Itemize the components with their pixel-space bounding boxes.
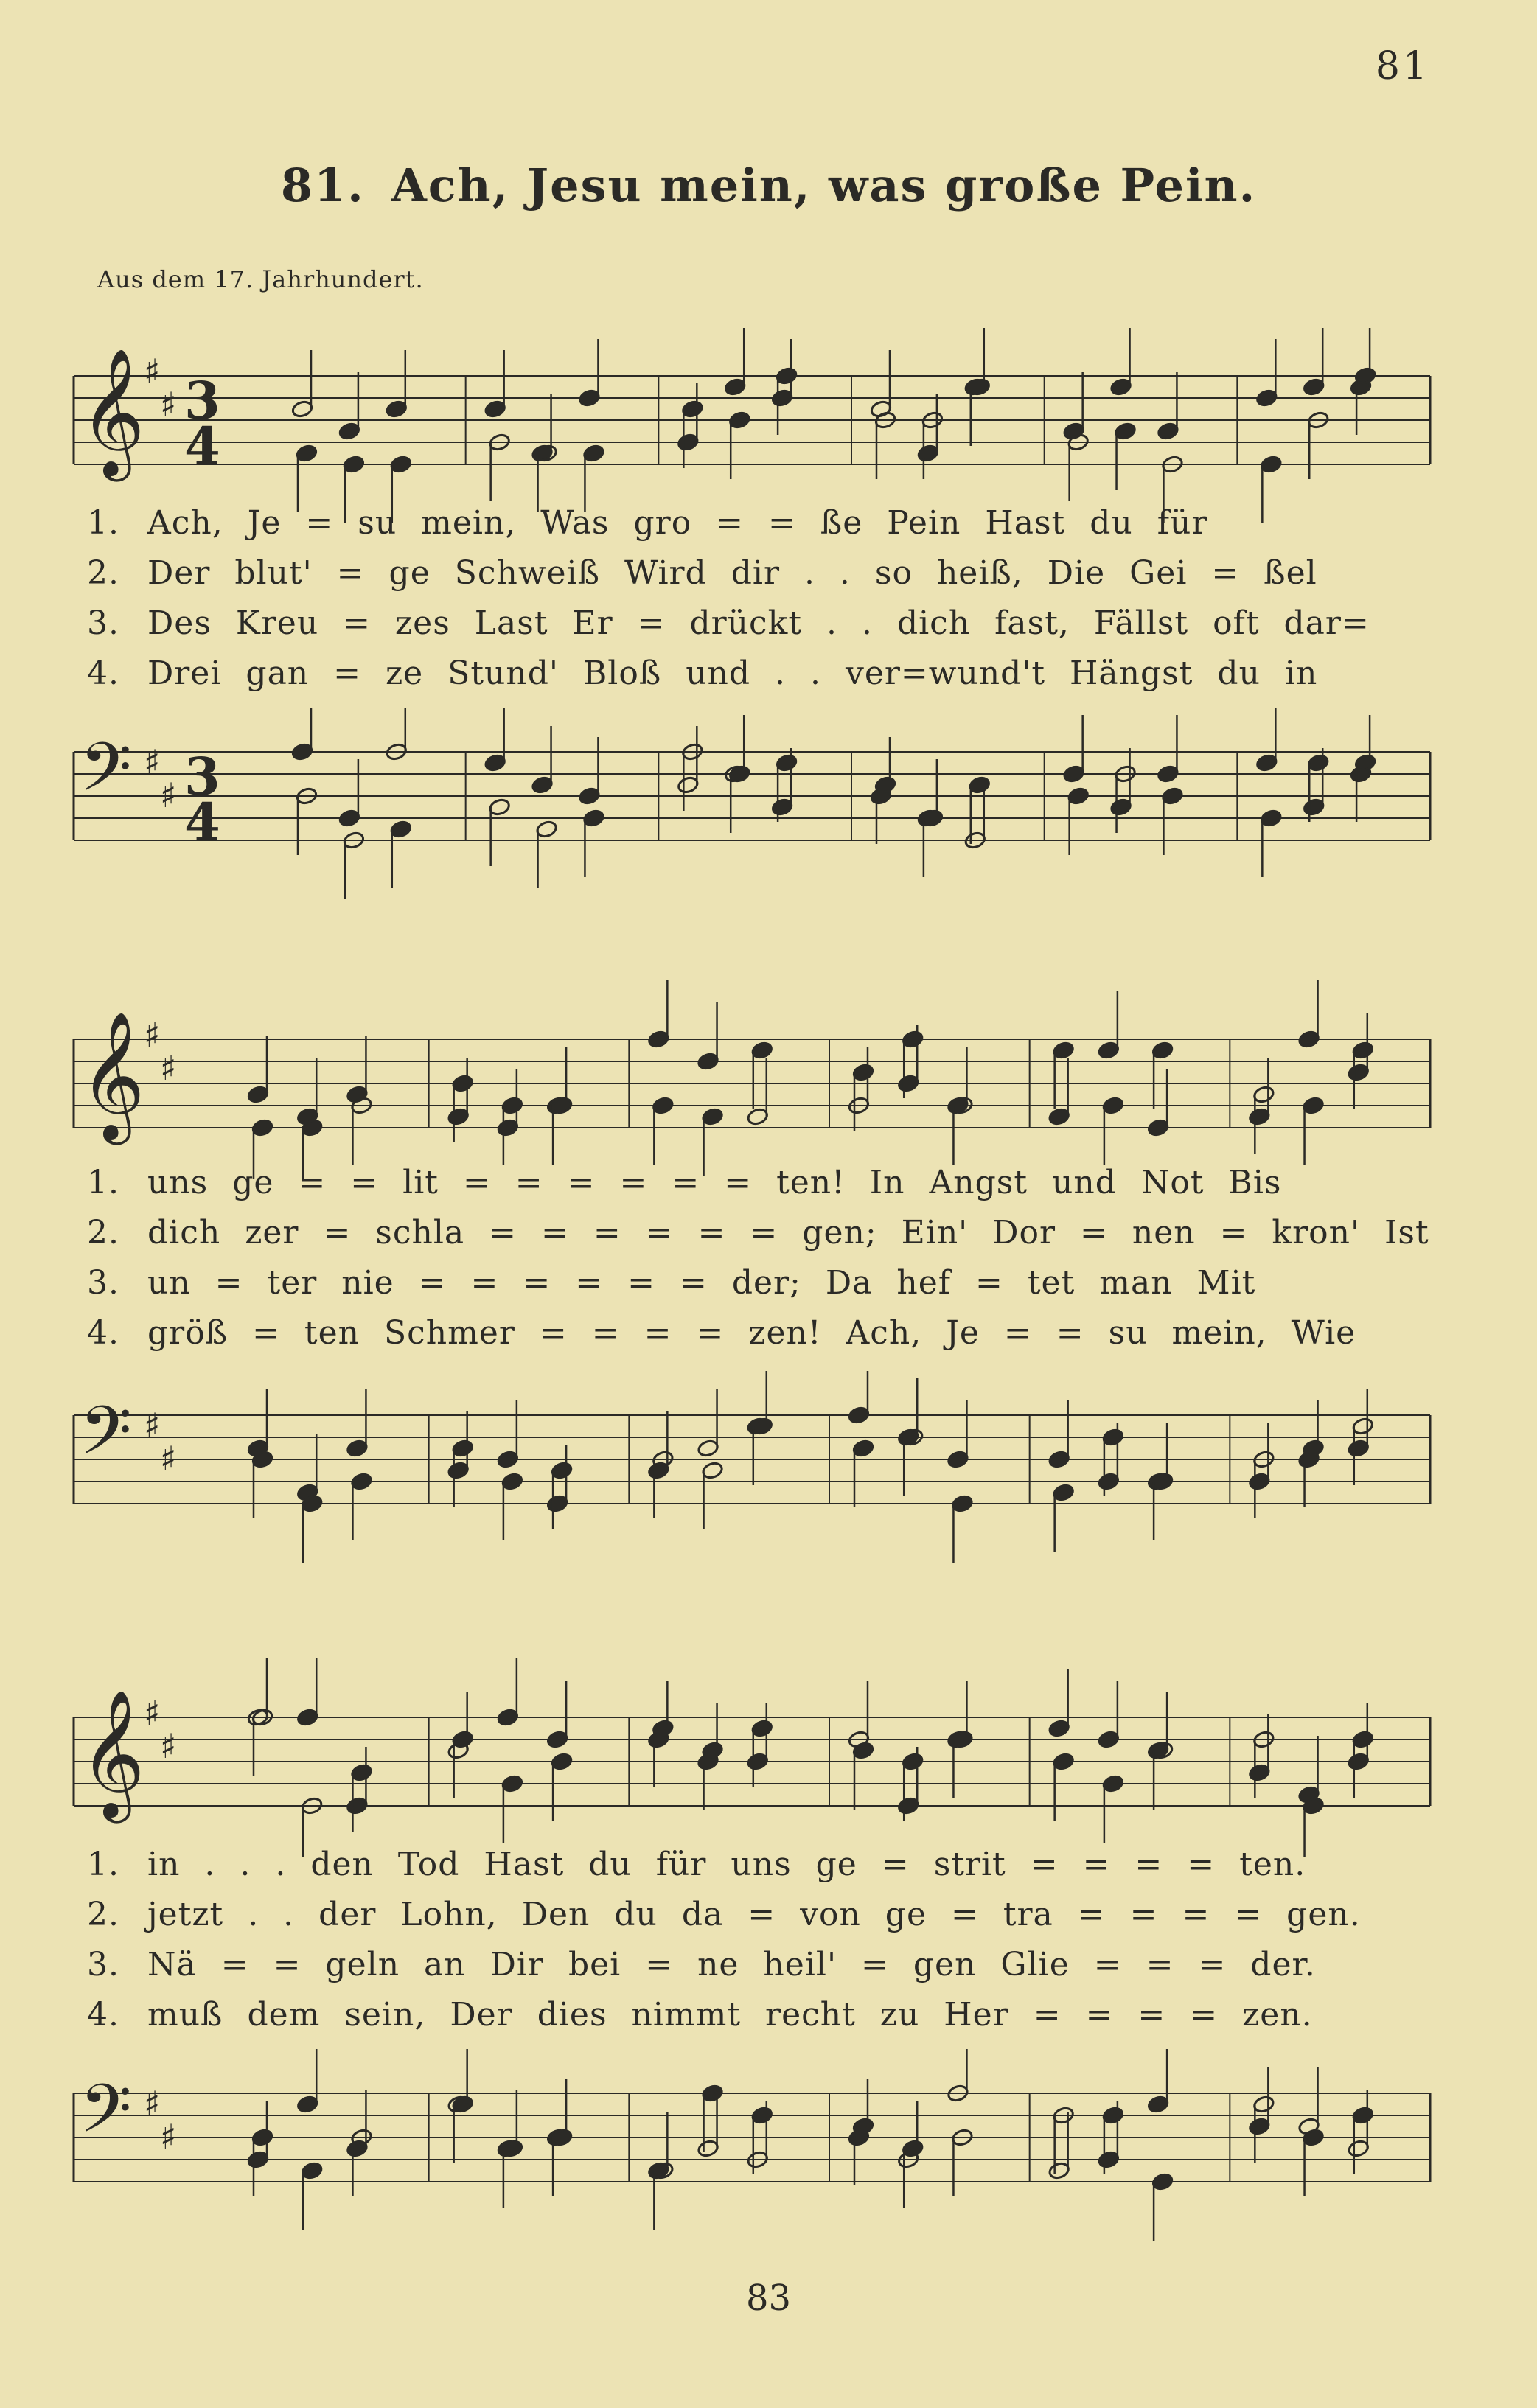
note-head bbox=[647, 1030, 670, 1049]
note-head bbox=[1052, 1041, 1075, 1060]
lyric-verse-2 bbox=[52, 1889, 1437, 1939]
note-head bbox=[1098, 1472, 1120, 1491]
note-head bbox=[1151, 2172, 1174, 2191]
note-head bbox=[1114, 422, 1137, 441]
note-head bbox=[701, 1461, 724, 1480]
hymn-number: 81. bbox=[280, 158, 365, 212]
note-head bbox=[389, 455, 412, 474]
note-head bbox=[1147, 1118, 1170, 1137]
note-head bbox=[697, 1439, 719, 1458]
bass-staff-1 bbox=[52, 708, 1437, 899]
note-head bbox=[852, 1063, 875, 1082]
lyrics-block-1 bbox=[52, 498, 1437, 698]
note-head bbox=[1303, 798, 1325, 817]
verse-number: 1. bbox=[87, 1163, 119, 1201]
note-head bbox=[291, 399, 314, 419]
note-head bbox=[771, 798, 794, 817]
note-head bbox=[1347, 2139, 1370, 2158]
note-head bbox=[451, 1439, 474, 1458]
page-number: 81 bbox=[1375, 44, 1430, 88]
note-head bbox=[296, 1708, 319, 1727]
treble-staff-3 bbox=[52, 1636, 1437, 1857]
note-head bbox=[1252, 2095, 1275, 2114]
note-head bbox=[582, 809, 605, 828]
verse-text: Nä = = geln an Dir bei = ne heil' = gen Glie = = = der. bbox=[147, 1945, 1316, 1983]
note-head bbox=[1255, 388, 1278, 408]
note-head bbox=[1255, 753, 1278, 772]
note-head bbox=[1302, 1096, 1325, 1115]
note-head bbox=[902, 2139, 924, 2158]
verse-text: Der blut' = ge Schweiß Wird dir . . so heiß, Die Gei = ßel bbox=[147, 554, 1317, 592]
note-head bbox=[1351, 2106, 1374, 2125]
lyric-verse-3 bbox=[52, 1939, 1437, 1989]
note-head bbox=[296, 2095, 319, 2114]
time-signature-bottom: 4 bbox=[184, 792, 220, 853]
note-head bbox=[1252, 1085, 1275, 1104]
note-head bbox=[677, 775, 700, 795]
note-head bbox=[385, 399, 408, 419]
note-head bbox=[697, 2139, 719, 2158]
note-head bbox=[1302, 2128, 1325, 2147]
time-signature-top: 3 bbox=[184, 746, 220, 807]
note-head bbox=[1351, 1041, 1374, 1060]
verse-number: 1. bbox=[87, 503, 119, 542]
source-attribution: Aus dem 17. Jahrhundert. bbox=[97, 265, 424, 293]
note-head bbox=[1260, 455, 1283, 474]
note-head bbox=[338, 422, 361, 441]
note-head bbox=[447, 1107, 470, 1126]
lyric-verse-4 bbox=[52, 1308, 1437, 1358]
treble-clef-icon: 𝄞 bbox=[80, 348, 145, 476]
note-head bbox=[750, 1719, 773, 1738]
lyric-verse-2 bbox=[52, 548, 1437, 598]
verse-text: Des Kreu = zes Last Er = drückt . . dich fast, Fällst oft dar= bbox=[147, 604, 1370, 642]
note-head bbox=[247, 2150, 270, 2169]
note-head bbox=[728, 411, 751, 430]
note-head bbox=[750, 2106, 773, 2125]
note-head bbox=[902, 1030, 924, 1049]
verse-text: Drei gan = ze Stund' Bloß und . . ver=wund't Hängst du in bbox=[147, 654, 1318, 692]
footer-page-number: 83 bbox=[745, 2278, 792, 2319]
sharp-icon: ♯ bbox=[160, 1439, 177, 1479]
note-head bbox=[1098, 1041, 1120, 1060]
sharp-icon: ♯ bbox=[144, 1693, 161, 1733]
note-head bbox=[501, 1472, 524, 1491]
staff-lines bbox=[74, 752, 1430, 840]
note-head bbox=[1307, 753, 1330, 772]
verse-number: 3. bbox=[87, 1263, 119, 1302]
note-head bbox=[1347, 1439, 1370, 1458]
lyric-verse-4 bbox=[52, 648, 1437, 698]
note-head bbox=[1098, 2150, 1120, 2169]
note-head bbox=[247, 1085, 270, 1104]
treble-clef-icon: 𝄞 bbox=[80, 1689, 145, 1818]
sharp-icon: ♯ bbox=[144, 1406, 161, 1445]
note-head bbox=[447, 1461, 470, 1480]
note-head bbox=[1052, 1752, 1075, 1771]
bass-clef-icon: 𝄢 bbox=[80, 728, 132, 823]
note-head bbox=[1157, 764, 1179, 784]
note-head bbox=[531, 775, 554, 795]
note-head bbox=[1109, 377, 1132, 397]
note-head bbox=[724, 377, 747, 397]
note-head bbox=[776, 753, 798, 772]
treble-staff-1 bbox=[52, 295, 1437, 531]
verse-text: muß dem sein, Der dies nimmt recht zu Her = = = = zen. bbox=[147, 1995, 1313, 2034]
note-head bbox=[1067, 786, 1090, 806]
note-head bbox=[1102, 1096, 1125, 1115]
hymn-title bbox=[0, 158, 1537, 212]
note-head bbox=[746, 1752, 769, 1771]
note-head bbox=[346, 1439, 369, 1458]
note-head bbox=[1151, 1041, 1174, 1060]
hymn-title-text: Ach, Jesu mein, was große Pein. bbox=[391, 158, 1257, 212]
note-head bbox=[251, 1118, 274, 1137]
note-head bbox=[681, 399, 704, 419]
note-head bbox=[951, 1494, 974, 1513]
lyrics-block-3 bbox=[52, 1839, 1437, 2039]
note-head bbox=[546, 1494, 569, 1513]
note-head bbox=[902, 1752, 924, 1771]
note-head bbox=[451, 1074, 474, 1093]
lyric-verse-1 bbox=[52, 498, 1437, 548]
note-head bbox=[947, 1450, 969, 1469]
note-head bbox=[535, 820, 558, 839]
note-head bbox=[897, 1796, 920, 1815]
note-head bbox=[1248, 1107, 1271, 1126]
note-head bbox=[1109, 798, 1132, 817]
note-head bbox=[1147, 2095, 1170, 2114]
lyric-verse-1 bbox=[52, 1839, 1437, 1889]
verse-number: 3. bbox=[87, 604, 119, 642]
note-head bbox=[771, 388, 794, 408]
sharp-icon: ♯ bbox=[160, 1048, 177, 1088]
bass-clef-icon: 𝄢 bbox=[80, 1392, 132, 1486]
note-head bbox=[1347, 1752, 1370, 1771]
note-head bbox=[917, 444, 940, 463]
sharp-icon: ♯ bbox=[144, 1015, 161, 1055]
note-head bbox=[291, 742, 314, 761]
verse-number: 2. bbox=[87, 554, 119, 592]
note-head bbox=[848, 1406, 871, 1425]
verse-text: uns ge = = lit = = = = = = ten! In Angst und Not Bis bbox=[147, 1163, 1282, 1201]
sharp-icon: ♯ bbox=[144, 742, 161, 782]
verse-number: 1. bbox=[87, 1845, 119, 1883]
note-head bbox=[497, 1708, 520, 1727]
note-head bbox=[551, 1752, 574, 1771]
note-head bbox=[1098, 1730, 1120, 1749]
verse-text: jetzt . . der Lohn, Den du da = von ge = tra = = = = gen. bbox=[147, 1895, 1361, 1933]
note-head bbox=[746, 1107, 769, 1126]
note-head bbox=[1347, 1063, 1370, 1082]
note-head bbox=[1062, 764, 1085, 784]
time-signature-top: 3 bbox=[184, 370, 220, 431]
note-head bbox=[852, 1741, 875, 1760]
note-head bbox=[1048, 1719, 1070, 1738]
note-head bbox=[1161, 786, 1184, 806]
verse-text: Ach, Je = su mein, Was gro = = ße Pein Hast du für bbox=[147, 503, 1208, 542]
note-head bbox=[497, 1118, 520, 1137]
note-head bbox=[501, 1096, 524, 1115]
note-head bbox=[776, 366, 798, 385]
bass-clef-icon: 𝄢 bbox=[80, 2070, 132, 2164]
note-head bbox=[389, 820, 412, 839]
staff-lines bbox=[74, 376, 1430, 464]
sharp-icon: ♯ bbox=[144, 352, 161, 391]
note-head bbox=[551, 1461, 574, 1480]
sharp-icon: ♯ bbox=[160, 775, 177, 815]
note-head bbox=[338, 809, 361, 828]
note-head bbox=[1351, 1730, 1374, 1749]
note-head bbox=[897, 1074, 920, 1093]
note-head bbox=[296, 444, 318, 463]
note-head bbox=[1260, 809, 1283, 828]
note-head bbox=[546, 1730, 569, 1749]
note-head bbox=[750, 1041, 773, 1060]
note-head bbox=[501, 1774, 524, 1793]
bass-staff-2 bbox=[52, 1371, 1437, 1563]
note-head bbox=[1157, 422, 1179, 441]
lyric-verse-4 bbox=[52, 1989, 1437, 2039]
note-head bbox=[343, 455, 366, 474]
verse-number: 3. bbox=[87, 1945, 119, 1983]
sharp-icon: ♯ bbox=[160, 2117, 177, 2157]
lyric-verse-3 bbox=[52, 598, 1437, 648]
staff-lines bbox=[74, 2093, 1430, 2182]
bass-staff-3 bbox=[52, 2049, 1437, 2241]
note-head bbox=[652, 1096, 675, 1115]
note-head bbox=[1248, 1472, 1271, 1491]
lyric-verse-3 bbox=[52, 1257, 1437, 1308]
note-head bbox=[497, 1450, 520, 1469]
sharp-icon: ♯ bbox=[160, 385, 177, 425]
note-head bbox=[582, 444, 605, 463]
note-head bbox=[1102, 2106, 1125, 2125]
treble-clef-icon: 𝄞 bbox=[80, 1011, 145, 1140]
sharp-icon: ♯ bbox=[144, 2084, 161, 2123]
verse-number: 4. bbox=[87, 1313, 119, 1352]
note-head bbox=[578, 388, 601, 408]
note-head bbox=[346, 2139, 369, 2158]
sharp-icon: ♯ bbox=[160, 1726, 177, 1766]
note-head bbox=[1048, 1450, 1070, 1469]
note-head bbox=[1048, 2161, 1070, 2180]
verse-text: un = ter nie = = = = = = der; Da hef = tet man Mit bbox=[147, 1263, 1256, 1302]
note-head bbox=[488, 798, 511, 817]
note-head bbox=[301, 2161, 324, 2180]
note-head bbox=[346, 1796, 369, 1815]
note-head bbox=[350, 1472, 373, 1491]
note-head bbox=[1303, 377, 1325, 397]
note-head bbox=[701, 2084, 724, 2103]
note-head bbox=[484, 753, 506, 772]
time-signature-bottom: 4 bbox=[184, 416, 220, 477]
lyric-verse-2 bbox=[52, 1207, 1437, 1257]
note-head bbox=[578, 786, 601, 806]
verse-number: 4. bbox=[87, 1995, 119, 2034]
note-head bbox=[852, 1439, 875, 1458]
note-head bbox=[1048, 1107, 1070, 1126]
note-head bbox=[968, 775, 991, 795]
verse-number: 2. bbox=[87, 1213, 119, 1252]
note-head bbox=[1102, 1774, 1125, 1793]
note-head bbox=[647, 1461, 670, 1480]
verse-text: dich zer = schla = = = = = = gen; Ein' Dor = nen = kron' Ist bbox=[147, 1213, 1429, 1252]
verse-text: größ = ten Schmer = = = = zen! Ach, Je = = su mein, Wie bbox=[147, 1313, 1356, 1352]
note-head bbox=[251, 2128, 274, 2147]
verse-text: in . . . den Tod Hast du für uns ge = strit = = = = ten. bbox=[147, 1845, 1306, 1883]
note-head bbox=[484, 399, 506, 419]
lyric-verse-1 bbox=[52, 1157, 1437, 1207]
note-head bbox=[1297, 1030, 1320, 1049]
note-head bbox=[1102, 1428, 1125, 1447]
verse-number: 2. bbox=[87, 1895, 119, 1933]
lyrics-block-2 bbox=[52, 1157, 1437, 1358]
treble-staff-2 bbox=[52, 958, 1437, 1179]
note-head bbox=[677, 433, 700, 452]
note-head bbox=[1052, 1483, 1075, 1502]
note-head bbox=[701, 1107, 724, 1126]
note-head bbox=[1248, 1763, 1271, 1782]
note-head bbox=[451, 1730, 474, 1749]
note-head bbox=[1351, 1417, 1374, 1436]
note-head bbox=[350, 1763, 373, 1782]
note-head bbox=[1248, 2117, 1271, 2136]
note-head bbox=[697, 1052, 719, 1071]
verse-number: 4. bbox=[87, 654, 119, 692]
